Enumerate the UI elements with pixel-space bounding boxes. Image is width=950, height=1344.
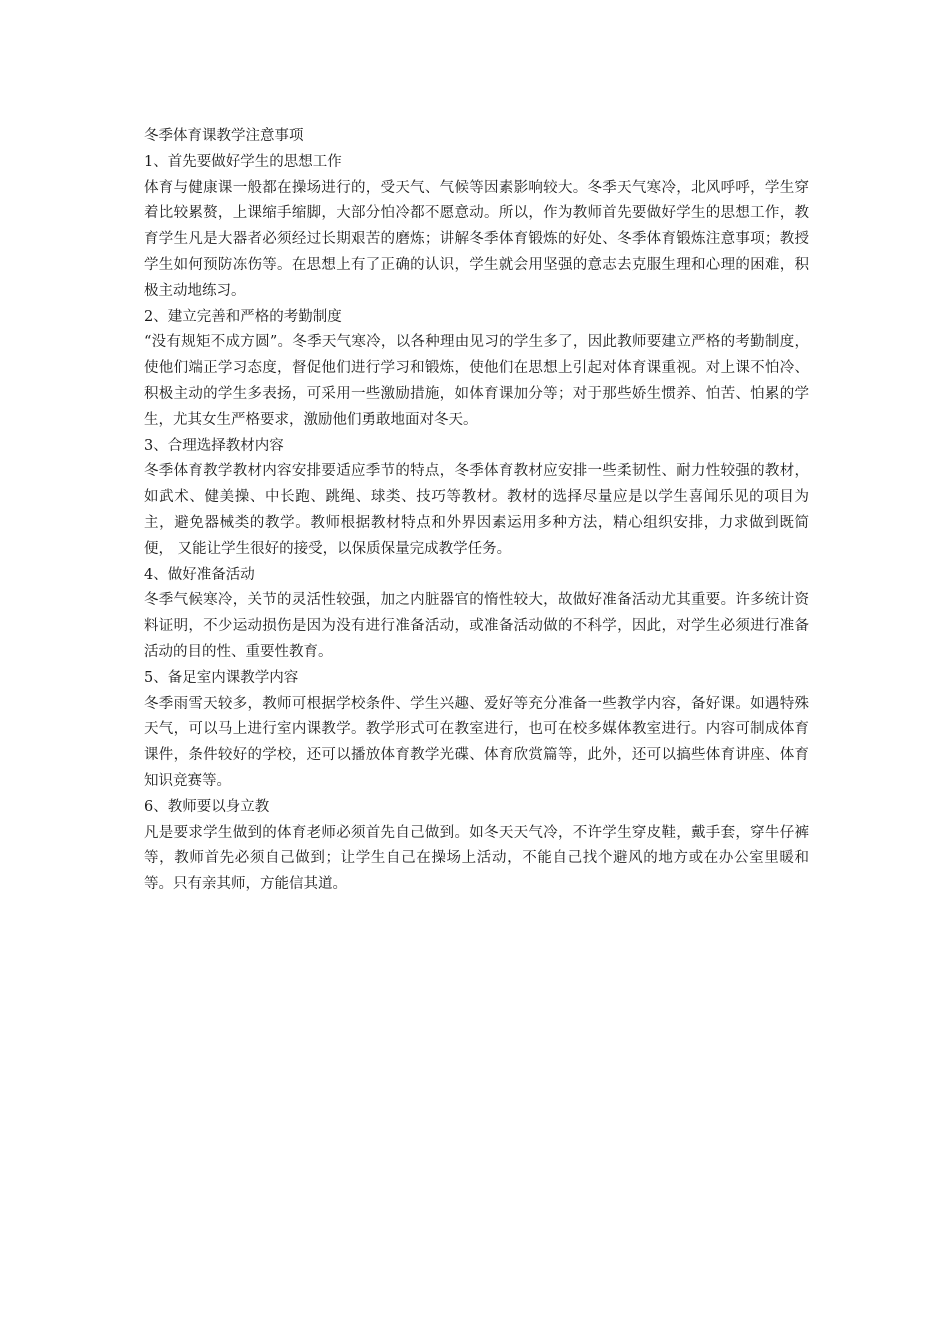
section-heading-1: 1、首先要做好学生的思想工作 xyxy=(144,153,342,170)
section-heading-2: 2、建立完善和严格的考勤制度 xyxy=(144,308,342,325)
section-heading-4: 4、做好准备活动 xyxy=(144,566,255,583)
section-body-3: 冬季体育教学教材内容安排要适应季节的特点，冬季体育教材应安排一些柔韧性、耐力性较强的教材，如武术、健美操、中长跑、跳绳、球类、技巧等教材。教材的选择尽量应是以学生喜闻乐见的项目为主，避免器械类的教学。教师根据教材特点和外界因素运用多种方法，精心组织安排，力求做到既简便， 又能让学生很好的接受，以保质保量完成教学任务。 xyxy=(144,463,809,557)
section-body-4: 冬季气候寒冷，关节的灵活性较强，加之内脏器官的惰性较大，故做好准备活动尤其重要。许多统计资料证明，不少运动损伤是因为没有进行准备活动，或准备活动做的不科学，因此，对学生必须进行准备活动的目的性、重要性教育。 xyxy=(144,592,809,660)
document-page xyxy=(144,124,809,898)
section-body-1: 体育与健康课一般都在操场进行的，受天气、气候等因素影响较大。冬季天气寒冷，北风呼呼，学生穿着比较累赘，上课缩手缩脚，大部分怕冷都不愿意动。所以，作为教师首先要做好学生的思想工作，教育学生凡是大器者必须经过长期艰苦的磨炼；讲解冬季体育锻炼的好处、冬季体育锻炼注意事项；教授学生如何预防冻伤等。在思想上有了正确的认识，学生就会用坚强的意志去克服生理和心理的困难，积极主动地练习。 xyxy=(144,179,809,299)
section-heading-6: 6、教师要以身立教 xyxy=(144,798,270,815)
section-body-5: 冬季雨雪天较多，教师可根据学校条件、学生兴趣、爱好等充分准备一些教学内容，备好课。如遇特殊天气，可以马上进行室内课教学。教学形式可在教室进行，也可在校多媒体教室进行。内容可制成体育课件，条件较好的学校，还可以播放体育教学光碟、体育欣赏篇等，此外，还可以搞些体育讲座、体育知识竞赛等。 xyxy=(144,695,809,789)
document-title: 冬季体育课教学注意事项 xyxy=(144,128,304,144)
section-heading-3: 3、合理选择教材内容 xyxy=(144,437,284,454)
section-heading-5: 5、备足室内课教学内容 xyxy=(144,669,299,686)
section-body-2: “没有规矩不成方圆”。冬季天气寒冷，以各种理由见习的学生多了，因此教师要建立严格的考勤制度，使他们端正学习态度，督促他们进行学习和锻炼，使他们在思想上引起对体育课重视。对上课不怕冷、积极主动的学生多表扬，可采用一些激励措施，如体育课加分等；对于那些娇生惯养、怕苦、怕累的学生，尤其女生严格要求，激励他们勇敢地面对冬天。 xyxy=(144,334,809,428)
section-body-6: 凡是要求学生做到的体育老师必须首先自己做到。如冬天天气冷，不许学生穿皮鞋，戴手套，穿牛仔裤等，教师首先必须自己做到；让学生自己在操场上活动，不能自己找个避风的地方或在办公室里暖和等。只有亲其师，方能信其道。 xyxy=(144,824,809,893)
